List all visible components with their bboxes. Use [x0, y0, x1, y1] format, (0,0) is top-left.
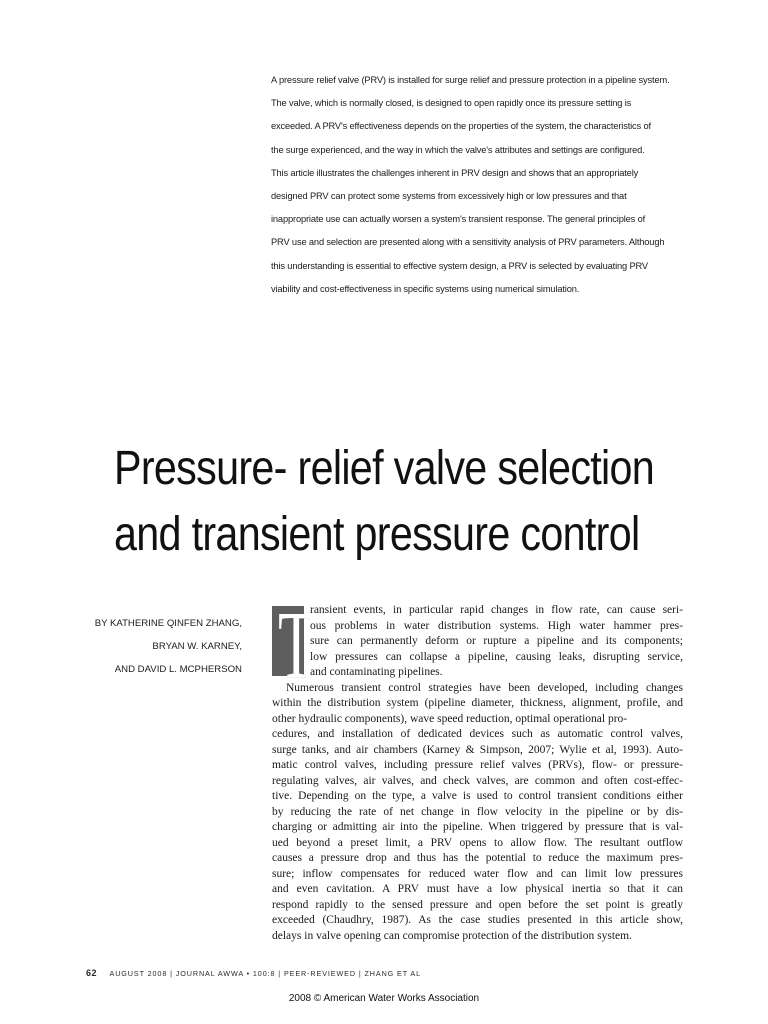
abstract-line: viability and cost-effectiveness in specific systems using numerical simulation. [271, 283, 580, 294]
abstract-line: A pressure relief valve (PRV) is installed for surge relief and pressure protection in a pipeline system. [271, 75, 670, 85]
body-line: ued beyond a preset limit, a PRV opens to allow flow. The resultant outflow [272, 836, 683, 849]
copyright-notice: 2008 © American Water Works Association [288, 993, 480, 1004]
body-line: other hydraulic components), wave speed reduction, optimal operational pro- [272, 712, 628, 725]
article-title-line-1: Pressure- relief valve selection [114, 442, 655, 495]
author-line: BY KATHERINE QINFEN ZHANG, [94, 618, 242, 629]
body-line: causes a pressure drop and thus has the potential to reduce the maximum pres- [272, 852, 683, 864]
author-byline [95, 612, 242, 681]
footer-text: AUGUST 2008 | JOURNAL AWWA • 100:8 | PEER-REVIEWED | ZHANG ET AL [109, 969, 422, 978]
author-line: BRYAN W. KARNEY, [152, 641, 242, 652]
body-line: within the distribution system (pipeline diameter, thickness, alignment, profile, and [272, 697, 683, 709]
body-line: ous problems in water distribution systems. High water hammer pres- [310, 619, 683, 632]
body-line: and even cavitation. A PRV must have a low physical inertia so that it can [272, 883, 683, 895]
body-line: sure; inflow compensates for reduced water flow and can limit low pressures [272, 867, 683, 880]
body-line: charging or admitting air into the pipeline. When triggered by pressure that is val- [272, 821, 683, 833]
body-line: regulating valves, air valves, and check valves, are common and often cost-effec- [272, 774, 683, 787]
abstract-line: PRV use and selection are presented along with a sensitivity analysis of PRV parameters. Although [271, 237, 665, 248]
body-line: exceeded (Chaudhry, 1987). As the case studies presented in this article show, [272, 914, 683, 926]
abstract-line: This article illustrates the challenges inherent in PRV design and shows that an appropriately [271, 167, 639, 178]
abstract [271, 69, 691, 301]
body-line: cedures, and installation of dedicated devices such as automatic control valves, [272, 728, 683, 740]
body-line: matic control valves, including pressure relief valves (PRVs), flow- or pressure- [272, 759, 683, 771]
body-line: Numerous transient control strategies have been developed, including changes [286, 681, 683, 694]
body-line: ransient events, in particular rapid changes in flow rate, can cause seri- [310, 604, 683, 616]
body-line: surge tanks, and air chambers (Karney & Simpson, 2007; Wylie et al, 1993). Auto- [272, 743, 683, 756]
body-line: low pressures can collapse a pipeline, causing leaks, disrupting service, [310, 650, 683, 663]
body-line: and contaminating pipelines. [310, 666, 443, 678]
abstract-line: inappropriate use can actually worsen a system's transient response. The general principles of [271, 214, 646, 225]
drop-cap-letter: T [278, 591, 315, 698]
body-line: tive. Depending on the type, a valve is used to control transient conditions either [272, 790, 683, 802]
body-line: delays in valve opening can compromise protection of the distribution system. [272, 929, 632, 942]
article-title [114, 436, 654, 568]
abstract-line: The valve, which is normally closed, is designed to open rapidly once its pressure setting is [271, 98, 632, 109]
abstract-line: this understanding is essential to effective system design, a PRV is selected by evaluating PRV [271, 260, 648, 271]
author-line: AND DAVID L. MCPHERSON [114, 664, 242, 675]
body-line: sure can permanently deform or rupture a pipeline and its components; [310, 635, 683, 647]
body-line: respond rapidly to the sensed pressure and open before the set point is greatly [272, 898, 683, 911]
body-text [272, 591, 683, 944]
abstract-line: designed PRV can protect some systems from excessively high or low pressures and that [271, 191, 627, 202]
running-footer [86, 968, 421, 978]
abstract-line: exceeded. A PRV's effectiveness depends on the properties of the system, the characteristics of [271, 121, 651, 132]
page-number: 62 [86, 968, 98, 978]
body-line: by reducing the rate of net change in flow velocity in the pipeline or by dis- [272, 805, 683, 818]
abstract-line: the surge experienced, and the way in which the valve's attributes and settings are configured. [271, 144, 645, 155]
article-title-line-2: and transient pressure control [114, 508, 640, 561]
